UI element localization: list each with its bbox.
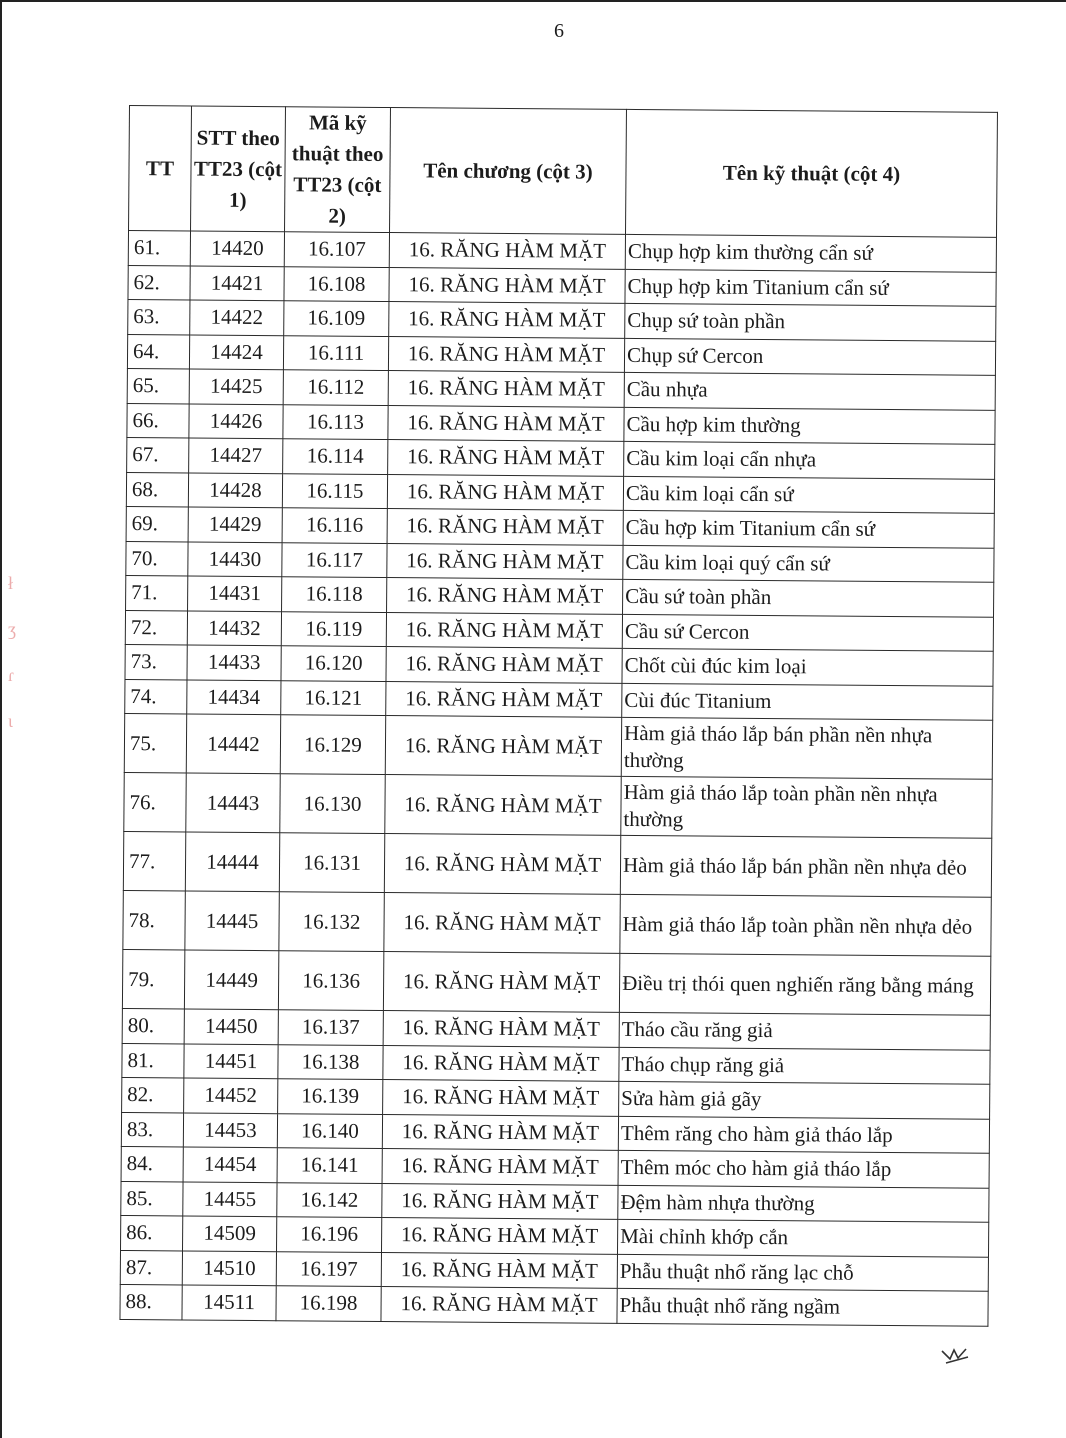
cell-ma-ky-thuat: 16.141 <box>277 1148 382 1183</box>
cell-tt: 72. <box>125 610 187 645</box>
cell-ma-ky-thuat: 16.113 <box>283 404 388 439</box>
header-stt: STT theo TT23 (cột 1) <box>191 106 286 232</box>
cell-tt: 77. <box>123 831 185 890</box>
cell-ten-chuong: 16. RĂNG HÀM MẶT <box>388 371 624 407</box>
cell-tt: 86. <box>121 1215 183 1250</box>
cell-ten-ky-thuat: Cầu hợp kim thường <box>624 407 995 444</box>
cell-tt: 82. <box>122 1077 184 1112</box>
cell-stt: 14427 <box>189 438 283 473</box>
cell-tt: 71. <box>126 575 188 610</box>
cell-ten-ky-thuat: Cùi đúc Titanium <box>622 683 993 720</box>
cell-ten-ky-thuat: Thêm móc cho hàm giả tháo lắp <box>618 1150 989 1187</box>
cell-stt: 14454 <box>183 1147 277 1182</box>
cell-stt: 14433 <box>187 645 281 680</box>
cell-ten-chuong: 16. RĂNG HÀM MẶT <box>389 267 625 303</box>
cell-ten-ky-thuat: Chụp sứ toàn phần <box>625 303 996 340</box>
cell-ten-ky-thuat: Sửa hàm giả gãy <box>619 1081 990 1118</box>
page-number: 6 <box>554 20 564 42</box>
cell-ma-ky-thuat: 16.136 <box>278 951 383 1011</box>
cell-ten-ky-thuat: Cầu kim loại cẩn nhựa <box>624 441 995 478</box>
cell-ten-ky-thuat: Cầu sứ Cercon <box>622 614 993 651</box>
cell-ten-ky-thuat: Hàm giả tháo lắp toàn phần nền nhựa thường <box>621 776 992 838</box>
cell-tt: 62. <box>128 265 190 300</box>
cell-ten-chuong: 16. RĂNG HÀM MẶT <box>381 1218 617 1254</box>
cell-ten-ky-thuat: Cầu sứ toàn phần <box>623 579 994 616</box>
cell-stt: 14510 <box>182 1250 276 1285</box>
cell-ma-ky-thuat: 16.116 <box>282 508 387 543</box>
cell-ten-chuong: 16. RĂNG HÀM MẶT <box>383 1011 619 1047</box>
cell-stt: 14442 <box>186 714 280 774</box>
cell-ten-chuong: 16. RĂNG HÀM MẶT <box>387 509 623 545</box>
cell-tt: 61. <box>128 231 190 266</box>
cell-ten-ky-thuat: Hàm giả tháo lắp toàn phần nền nhựa dẻo <box>620 894 991 956</box>
cell-ten-ky-thuat: Tháo chụp răng giả <box>619 1047 990 1084</box>
cell-ten-chuong: 16. RĂNG HÀM MẶT <box>388 440 624 476</box>
cell-ma-ky-thuat: 16.114 <box>283 439 388 474</box>
cell-ma-ky-thuat: 16.139 <box>278 1079 383 1114</box>
cell-tt: 84. <box>121 1146 183 1181</box>
cell-tt: 83. <box>121 1112 183 1147</box>
cell-ten-ky-thuat: Cầu nhựa <box>624 372 995 409</box>
cell-ma-ky-thuat: 16.196 <box>277 1217 382 1252</box>
cell-ma-ky-thuat: 16.115 <box>282 473 387 508</box>
cell-tt: 66. <box>127 403 189 438</box>
cell-stt: 14426 <box>189 403 283 438</box>
cell-ten-ky-thuat: Chụp sứ Cercon <box>624 338 995 375</box>
cell-stt: 14424 <box>189 334 283 369</box>
table-row <box>122 949 990 1015</box>
cell-tt: 76. <box>124 772 186 831</box>
header-tt: TT <box>129 106 192 231</box>
cell-ten-ky-thuat: Phẫu thuật nhổ răng lạc chỗ <box>617 1254 988 1291</box>
cell-ten-chuong: 16. RĂNG HÀM MẶT <box>389 302 625 338</box>
cell-ten-ky-thuat: Cầu hợp kim Titanium cẩn sứ <box>623 510 994 547</box>
cell-tt: 63. <box>128 299 190 334</box>
cell-ma-ky-thuat: 16.197 <box>276 1251 381 1286</box>
cell-ten-ky-thuat: Chốt cùi đúc kim loại <box>622 648 993 685</box>
cell-ma-ky-thuat: 16.121 <box>281 680 386 715</box>
cell-ma-ky-thuat: 16.118 <box>282 577 387 612</box>
cell-ten-ky-thuat: Cầu kim loại cẩn sứ <box>623 476 994 513</box>
cell-tt: 81. <box>122 1043 184 1078</box>
cell-tt: 85. <box>121 1181 183 1216</box>
cell-stt: 14443 <box>186 773 280 833</box>
cell-stt: 14444 <box>185 832 279 892</box>
cell-stt: 14451 <box>184 1043 278 1078</box>
cell-stt: 14431 <box>188 576 282 611</box>
cell-tt: 74. <box>125 679 187 714</box>
cell-ten-chuong: 16. RĂNG HÀM MẶT <box>388 405 624 441</box>
cell-ma-ky-thuat: 16.120 <box>281 646 386 681</box>
cell-ten-chuong: 16. RĂNG HÀM MẶT <box>381 1287 617 1323</box>
cell-ma-ky-thuat: 16.112 <box>283 370 388 405</box>
cell-tt: 87. <box>120 1250 182 1285</box>
cell-ma-ky-thuat: 16.131 <box>279 833 384 893</box>
cell-tt: 70. <box>126 541 188 576</box>
cell-ten-chuong: 16. RĂNG HÀM MẶT <box>382 1149 618 1185</box>
cell-ten-chuong: 16. RĂNG HÀM MẶT <box>383 952 619 1013</box>
cell-ten-chuong: 16. RĂNG HÀM MẶT <box>389 233 625 269</box>
cell-ten-chuong: 16. RĂNG HÀM MẶT <box>388 336 624 372</box>
table-header-row <box>129 106 998 238</box>
cell-ten-ky-thuat: Hàm giả tháo lắp bán phần nền nhựa dẻo <box>620 835 991 897</box>
cell-tt: 64. <box>127 334 189 369</box>
cell-ten-ky-thuat: Mài chỉnh khớp cắn <box>617 1219 988 1256</box>
cell-ten-chuong: 16. RĂNG HÀM MẶT <box>381 1252 617 1288</box>
table-row <box>123 890 991 956</box>
cell-ma-ky-thuat: 16.129 <box>280 715 385 775</box>
cell-stt: 14420 <box>190 231 284 266</box>
cell-stt: 14430 <box>188 541 282 576</box>
table-row <box>124 772 992 838</box>
cell-ten-chuong: 16. RĂNG HÀM MẶT <box>387 474 623 510</box>
cell-ten-ky-thuat: Đệm hàm nhựa thường <box>618 1185 989 1222</box>
cell-ten-ky-thuat: Chụp hợp kim thường cẩn sứ <box>625 234 996 271</box>
cell-stt: 14425 <box>189 369 283 404</box>
cell-ten-chuong: 16. RĂNG HÀM MẶT <box>387 578 623 614</box>
cell-ten-ky-thuat: Hàm giả tháo lắp bán phần nền nhựa thường <box>621 717 992 779</box>
procedure-table <box>119 105 998 1326</box>
cell-tt: 79. <box>122 949 184 1008</box>
cell-stt: 14432 <box>187 610 281 645</box>
header-ten-chuong: Tên chương (cột 3) <box>390 108 627 235</box>
table-row <box>123 831 991 897</box>
cell-ten-chuong: 16. RĂNG HÀM MẶT <box>382 1114 618 1150</box>
cell-ten-chuong: 16. RĂNG HÀM MẶT <box>386 681 622 717</box>
cell-ten-chuong: 16. RĂNG HÀM MẶT <box>382 1183 618 1219</box>
cell-ten-chuong: 16. RĂNG HÀM MẶT <box>387 543 623 579</box>
cell-ma-ky-thuat: 16.132 <box>279 892 384 952</box>
cell-ten-ky-thuat: Điều trị thói quen nghiến răng bằng máng <box>619 953 990 1015</box>
cell-ten-chuong: 16. RĂNG HÀM MẶT <box>386 647 622 683</box>
cell-ten-ky-thuat: Thêm răng cho hàm giả tháo lắp <box>618 1116 989 1153</box>
header-ten-ky-thuat: Tên kỹ thuật (cột 4) <box>625 109 997 237</box>
cell-ten-chuong: 16. RĂNG HÀM MẶT <box>383 1080 619 1116</box>
table-row <box>124 713 992 779</box>
cell-ma-ky-thuat: 16.107 <box>284 232 389 267</box>
cell-ma-ky-thuat: 16.109 <box>284 301 389 336</box>
cell-ma-ky-thuat: 16.138 <box>278 1044 383 1079</box>
cell-stt: 14453 <box>183 1112 277 1147</box>
cell-ten-ky-thuat: Tháo cầu răng giả <box>619 1012 990 1049</box>
cell-ma-ky-thuat: 16.198 <box>276 1286 381 1321</box>
cell-ten-chuong: 16. RĂNG HÀM MẶT <box>386 612 622 648</box>
cell-stt: 14450 <box>184 1009 278 1044</box>
cell-ten-chuong: 16. RĂNG HÀM MẶT <box>385 775 621 836</box>
cell-ma-ky-thuat: 16.140 <box>277 1113 382 1148</box>
cell-ma-ky-thuat: 16.142 <box>277 1182 382 1217</box>
cell-tt: 75. <box>124 713 186 772</box>
procedure-table-wrapper <box>119 105 997 1326</box>
cell-stt: 14434 <box>187 679 281 714</box>
cell-ma-ky-thuat: 16.108 <box>284 266 389 301</box>
cell-ten-ky-thuat: Phẫu thuật nhổ răng ngầm <box>617 1288 988 1325</box>
table-body <box>120 231 997 1326</box>
cell-stt: 14511 <box>182 1285 276 1320</box>
cell-ma-ky-thuat: 16.111 <box>283 335 388 370</box>
cell-tt: 65. <box>127 368 189 403</box>
cell-stt: 14429 <box>188 507 282 542</box>
cell-tt: 88. <box>120 1284 182 1319</box>
cell-stt: 14452 <box>184 1078 278 1113</box>
cell-ma-ky-thuat: 16.137 <box>278 1010 383 1045</box>
cell-tt: 78. <box>123 890 185 949</box>
cell-stt: 14428 <box>188 472 282 507</box>
cell-ten-chuong: 16. RĂNG HÀM MẶT <box>383 1045 619 1081</box>
cell-stt: 14421 <box>190 265 284 300</box>
table-row <box>120 1284 988 1325</box>
cell-stt: 14445 <box>185 891 279 951</box>
cell-stt: 14449 <box>184 950 278 1010</box>
cell-tt: 80. <box>122 1008 184 1043</box>
cell-stt: 14455 <box>183 1181 277 1216</box>
header-ma-ky-thuat: Mã kỹ thuật theo TT23 (cột 2) <box>285 107 391 233</box>
margin-stamp-marks: ł ʒ ɾ ɩ <box>8 573 16 731</box>
cell-ma-ky-thuat: 16.117 <box>282 542 387 577</box>
cell-stt: 14509 <box>183 1216 277 1251</box>
cell-ten-chuong: 16. RĂNG HÀM MẶT <box>384 834 620 895</box>
cell-ma-ky-thuat: 16.130 <box>280 774 385 834</box>
cell-tt: 68. <box>126 472 188 507</box>
cell-tt: 73. <box>125 644 187 679</box>
cell-ma-ky-thuat: 16.119 <box>281 611 386 646</box>
signature-mark <box>940 1345 970 1365</box>
cell-stt: 14422 <box>190 300 284 335</box>
cell-ten-chuong: 16. RĂNG HÀM MẶT <box>384 893 620 954</box>
cell-ten-ky-thuat: Cầu kim loại quý cẩn sứ <box>623 545 994 582</box>
cell-ten-chuong: 16. RĂNG HÀM MẶT <box>385 716 621 777</box>
cell-tt: 67. <box>127 437 189 472</box>
cell-tt: 69. <box>126 506 188 541</box>
cell-ten-ky-thuat: Chụp hợp kim Titanium cẩn sứ <box>625 269 996 306</box>
